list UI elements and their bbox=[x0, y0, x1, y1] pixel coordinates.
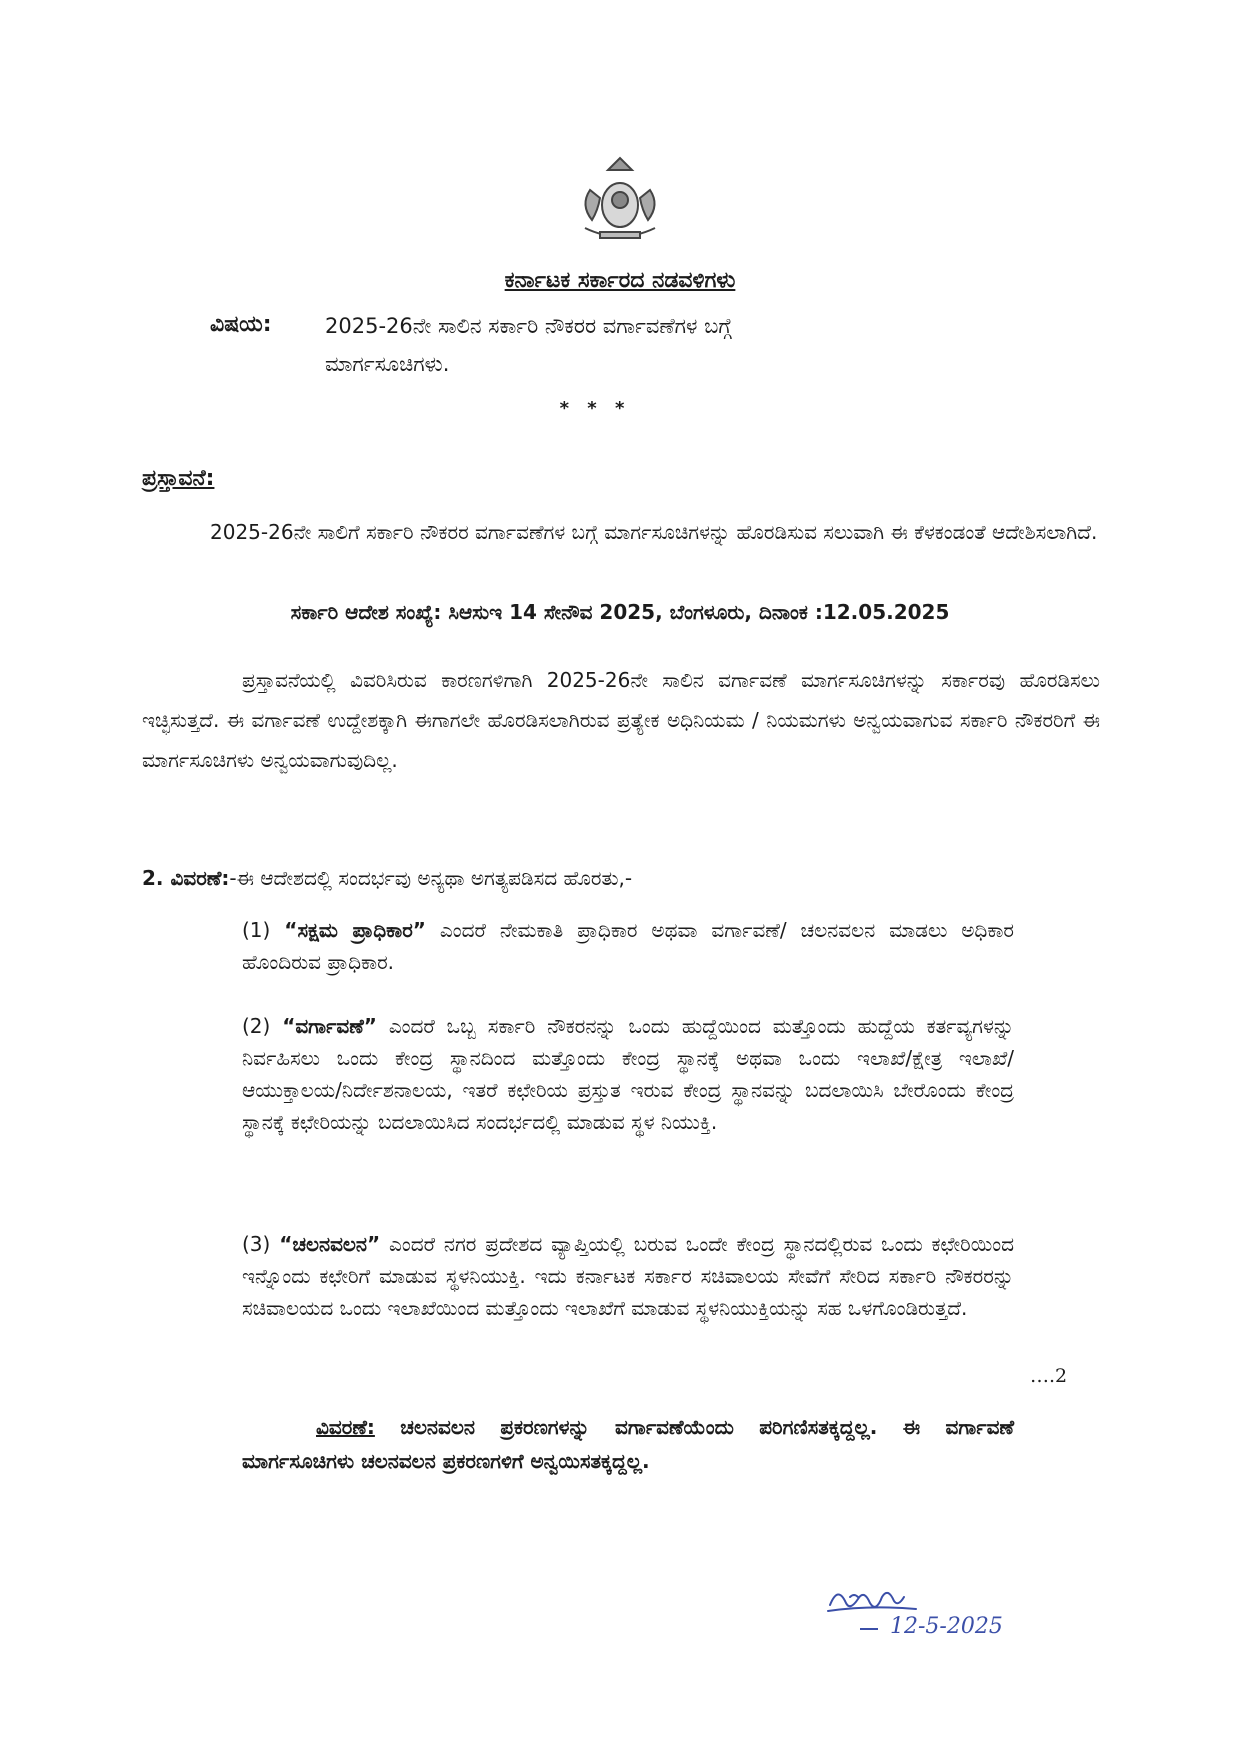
signature-icon bbox=[820, 1575, 1020, 1645]
definition-number: (1) bbox=[242, 918, 271, 942]
subject-label: ವಿಷಯ: bbox=[210, 312, 272, 337]
definition-term: “ಸಕ್ಷಮ ಪ್ರಾಧಿಕಾರ” bbox=[284, 918, 426, 942]
definition-number: (2) bbox=[242, 1014, 271, 1038]
document-heading: ಕರ್ನಾಟಕ ಸರ್ಕಾರದ ನಡವಳಿಗಳು bbox=[504, 268, 736, 293]
definition-number: (3) bbox=[242, 1232, 271, 1256]
government-order-title: ಸರ್ಕಾರಿ ಆದೇಶ ಸಂಖ್ಯೆ: ಸಿಆಸುಇ 14 ಸೇನೌವ 2025, ಬೆಂಗಳೂರು, ದಿನಾಂಕ :12.05.2025 bbox=[290, 600, 950, 624]
subject-line-2: ಮಾರ್ಗಸೂಚಿಗಳು. bbox=[325, 352, 450, 376]
definition-1 bbox=[242, 914, 1014, 978]
subject-line-1: 2025-26ನೇ ಸಾಲಿನ ಸರ್ಕಾರಿ ನೌಕರರ ವರ್ಗಾವಣೆಗಳ ಬಗ್ಗೆ bbox=[325, 314, 732, 338]
definition-2 bbox=[242, 1010, 1014, 1138]
karnataka-state-emblem-icon bbox=[560, 150, 680, 250]
definition-term: “ವರ್ಗಾವಣೆ” bbox=[282, 1014, 377, 1038]
explanation-note bbox=[242, 1410, 1014, 1478]
preamble-text: 2025-26ನೇ ಸಾಲಿಗೆ ಸರ್ಕಾರಿ ನೌಕರರ ವರ್ಗಾವಣೆಗಳ ಬಗ್ಗೆ ಮಾರ್ಗಸೂಚಿಗಳನ್ನು ಹೊರಡಿಸುವ ಸಲುವಾಗಿ ಈ ಕೆಳಕಂಡಂತೆ ಆದೇಶಿಸಲಾಗಿದೆ. bbox=[210, 520, 1098, 544]
signature-date: 12-5-2025 bbox=[890, 1614, 1003, 1639]
section-2-heading bbox=[142, 866, 632, 890]
explanation-label: ವಿವರಣೆ: bbox=[316, 1415, 375, 1439]
section-label: ವಿವರಣೆ: bbox=[170, 866, 230, 890]
separator-stars: * * * bbox=[559, 398, 631, 419]
page-continuation: ….2 bbox=[1030, 1365, 1068, 1387]
preamble-label: ಪ್ರಸ್ತಾವನೆ: bbox=[142, 466, 215, 491]
order-paragraph: ಪ್ರಸ್ತಾವನೆಯಲ್ಲಿ ವಿವರಿಸಿರುವ ಕಾರಣಗಳಿಗಾಗಿ 2025-26ನೇ ಸಾಲಿನ ವರ್ಗಾವಣೆ ಮಾರ್ಗಸೂಚಿಗಳನ್ನು ಸರ್ಕಾರವು ಹೊರಡಿಸಲು ಇಚ್ಛಿಸುತ್ತದೆ. ಈ ವರ್ಗಾವಣೆ ಉದ್ದೇಶಕ್ಕಾಗಿ ಈಗಾಗಲೇ ಹೊರಡಿಸಲಾಗಿರುವ ಪ್ರತ್ಯೇಕ ಅಧಿನಿಯಮ / ನಿಯಮಗಳು ಅನ್ವಯವಾಗುವ ಸರ್ಕಾರಿ ನೌಕರರಿಗೆ ಈ ಮಾರ್ಗಸೂಚಿಗಳು ಅನ್ವಯವಾಗುವುದಿಲ್ಲ. bbox=[142, 668, 1100, 772]
definition-text: ಎಂದರೆ ನಗರ ಪ್ರದೇಶದ ವ್ಯಾಪ್ತಿಯಲ್ಲಿ ಬರುವ ಒಂದೇ ಕೇಂದ್ರ ಸ್ಥಾನದಲ್ಲಿರುವ ಒಂದು ಕಛೇರಿಯಿಂದ ಇನ್ನೊಂದು ಕಛೇರಿಗೆ ಮಾಡುವ ಸ್ಥಳನಿಯುಕ್ತಿ. ಇದು ಕರ್ನಾಟಕ ಸರ್ಕಾರ ಸಚಿವಾಲಯ ಸೇವೆಗೆ ಸೇರಿದ ಸರ್ಕಾರಿ ನೌಕರರನ್ನು ಸಚಿವಾಲಯದ ಒಂದು ಇಲಾಖೆಯಿಂದ ಮತ್ತೊಂದು ಇಲಾಖೆಗೆ ಮಾಡುವ ಸ್ಥಳನಿಯುಕ್ತಿಯನ್ನು ಸಹ ಒಳಗೊಂಡಿರುತ್ತದೆ. bbox=[242, 1232, 1014, 1320]
section-number: 2. bbox=[142, 866, 164, 890]
definition-3 bbox=[242, 1228, 1014, 1324]
definition-term: “ಚಲನವಲನ” bbox=[279, 1232, 381, 1256]
explanation-text: ಚಲನವಲನ ಪ್ರಕರಣಗಳನ್ನು ವರ್ಗಾವಣೆಯೆಂದು ಪರಿಗಣಿಸತಕ್ಕದ್ದಲ್ಲ. ಈ ವರ್ಗಾವಣೆ ಮಾರ್ಗಸೂಚಿಗಳು ಚಲನವಲನ ಪ್ರಕರಣಗಳಿಗೆ ಅನ್ವಯಿಸತಕ್ಕದ್ದಲ್ಲ. bbox=[242, 1415, 1014, 1473]
definition-text: ಎಂದರೆ ನೇಮಕಾತಿ ಪ್ರಾಧಿಕಾರ ಅಥವಾ ವರ್ಗಾವಣೆ/ ಚಲನವಲನ ಮಾಡಲು ಅಧಿಕಾರ ಹೊಂದಿರುವ ಪ್ರಾಧಿಕಾರ. bbox=[242, 918, 1014, 974]
definition-text: ಎಂದರೆ ಒಬ್ಬ ಸರ್ಕಾರಿ ನೌಕರನನ್ನು ಒಂದು ಹುದ್ದೆಯಿಂದ ಮತ್ತೊಂದು ಹುದ್ದೆಯ ಕರ್ತವ್ಯಗಳನ್ನು ನಿರ್ವಹಿಸಲು ಒಂದು ಕೇಂದ್ರ ಸ್ಥಾನದಿಂದ ಮತ್ತೊಂದು ಕೇಂದ್ರ ಸ್ಥಾನಕ್ಕೆ ಅಥವಾ ಒಂದು ಇಲಾಖೆ/ಕ್ಷೇತ್ರ ಇಲಾಖೆ/ ಆಯುಕ್ತಾಲಯ/ನಿರ್ದೇಶನಾಲಯ, ಇತರೆ ಕಛೇರಿಯ ಪ್ರಸ್ತುತ ಇರುವ ಕೇಂದ್ರ ಸ್ಥಾನವನ್ನು ಬದಲಾಯಿಸಿ ಬೇರೊಂದು ಕೇಂದ್ರ ಸ್ಥಾನಕ್ಕೆ ಕಛೇರಿಯನ್ನು ಬದಲಾಯಿಸಿದ ಸಂದರ್ಭದಲ್ಲಿ ಮಾಡುವ ಸ್ಥಳ ನಿಯುಕ್ತಿ. bbox=[242, 1014, 1015, 1134]
section-intro: -ಈ ಆದೇಶದಲ್ಲಿ ಸಂದರ್ಭವು ಅನ್ಯಥಾ ಅಗತ್ಯಪಡಿಸದ ಹೊರತು,- bbox=[229, 866, 633, 890]
